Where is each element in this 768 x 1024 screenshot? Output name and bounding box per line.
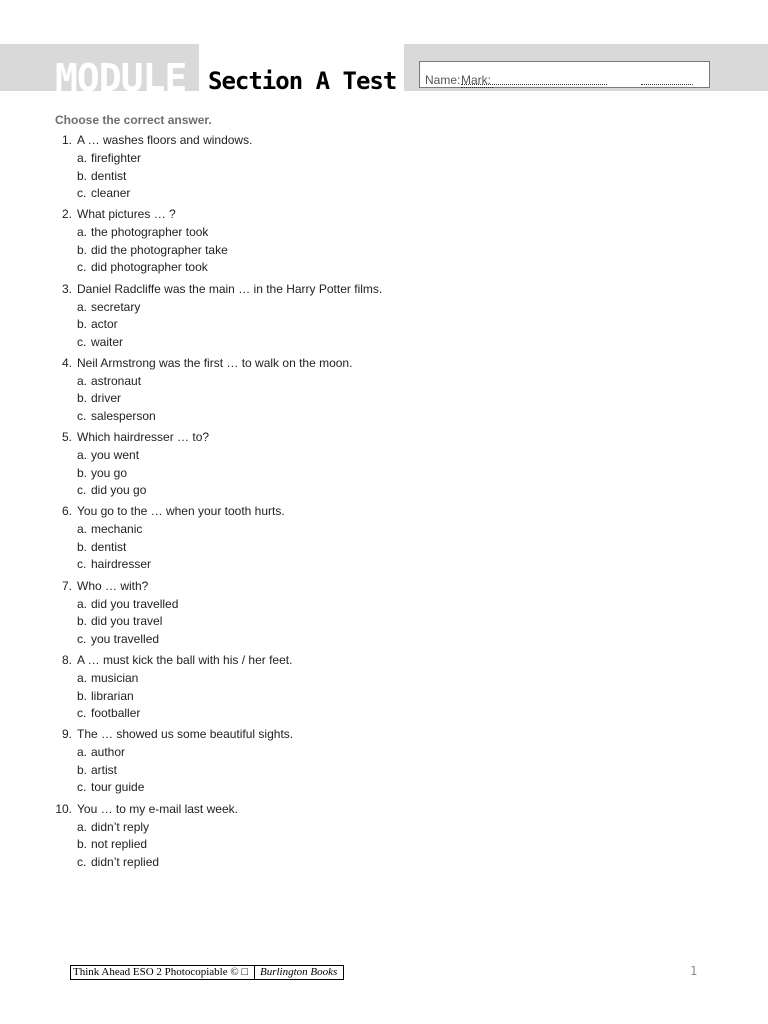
option-letter: b.: [77, 168, 88, 183]
answer-option[interactable]: [77, 761, 117, 779]
option-text: you went: [91, 448, 140, 463]
option-text: cleaner: [91, 186, 131, 200]
question-list: [0, 131, 768, 874]
question-10: [0, 800, 768, 874]
question-1: [0, 131, 768, 205]
option-letter: b.: [77, 317, 88, 332]
option-text: artist: [91, 762, 118, 777]
option-letter: c.: [77, 186, 87, 200]
question-stem: What pictures … ?: [77, 207, 176, 222]
answer-option[interactable]: [77, 446, 139, 464]
question-number: 9.: [61, 727, 72, 742]
option-letter: c.: [77, 334, 87, 349]
question-stem: A … washes floors and windows.: [77, 133, 253, 147]
option-text: dentist: [91, 539, 127, 554]
option-letter: b.: [77, 391, 88, 406]
option-letter: a.: [77, 819, 88, 834]
option-letter: a.: [77, 671, 88, 686]
answer-option[interactable]: [77, 184, 130, 202]
answer-option[interactable]: [77, 704, 140, 722]
option-letter: b.: [77, 688, 88, 703]
answer-option[interactable]: [77, 167, 126, 185]
option-text: footballer: [91, 706, 141, 721]
option-text: did photographer took: [91, 260, 208, 275]
answer-option[interactable]: [77, 555, 151, 573]
option-text: author: [91, 745, 126, 760]
option-letter: a.: [77, 225, 88, 240]
question-number: 7.: [61, 578, 72, 593]
option-text: hairdresser: [91, 557, 152, 572]
footer-copyright: Think Ahead ESO 2 Photocopiable © □: [73, 966, 249, 978]
answer-option[interactable]: [77, 407, 156, 425]
question-3: [0, 280, 768, 354]
option-letter: a.: [77, 299, 88, 314]
option-text: musician: [91, 671, 139, 686]
question-number: 1.: [61, 133, 72, 147]
answer-option[interactable]: [77, 520, 142, 538]
answer-option[interactable]: [77, 853, 159, 871]
footer-copyright-box: [70, 965, 344, 980]
answer-option[interactable]: [77, 333, 123, 351]
name-label: Name:: [425, 73, 461, 87]
answer-option[interactable]: [77, 687, 134, 705]
answer-option[interactable]: [77, 149, 141, 167]
question-6: [0, 502, 768, 576]
answer-option[interactable]: [77, 464, 127, 482]
instructions: Choose the correct answer.: [55, 113, 212, 127]
option-text: actor: [91, 317, 118, 332]
option-letter: c.: [77, 780, 87, 795]
option-text: dentist: [91, 168, 127, 183]
question-number: 5.: [61, 430, 72, 445]
option-letter: a.: [77, 373, 88, 388]
option-text: driver: [91, 391, 122, 406]
option-letter: c.: [77, 483, 87, 498]
answer-option[interactable]: [77, 595, 178, 613]
question-8: [0, 651, 768, 725]
question-stem: Daniel Radcliffe was the main … in the Harry Potter films.: [77, 281, 383, 296]
option-text: didn’t reply: [91, 819, 150, 834]
question-5: [0, 428, 768, 502]
question-number: 2.: [61, 207, 72, 222]
footer-publisher: Burlington Books: [254, 966, 337, 979]
name-mark-box[interactable]: [419, 61, 710, 88]
option-letter: a.: [77, 522, 88, 537]
mark-label: Mark:: [461, 73, 491, 87]
question-number: 3.: [61, 281, 72, 296]
question-number: 6.: [61, 504, 72, 519]
option-text: librarian: [91, 688, 134, 703]
answer-option[interactable]: [77, 372, 141, 390]
question-stem: You go to the … when your tooth hurts.: [77, 504, 285, 519]
option-text: you go: [91, 465, 128, 480]
answer-option[interactable]: [77, 538, 126, 556]
name-dotted-line[interactable]: [461, 84, 607, 85]
answer-option[interactable]: [77, 669, 138, 687]
question-stem: You … to my e-mail last week.: [77, 801, 238, 816]
option-letter: a.: [77, 151, 88, 165]
option-letter: c.: [77, 260, 87, 275]
option-letter: b.: [77, 614, 88, 629]
option-text: did you go: [91, 483, 147, 498]
answer-option[interactable]: [77, 298, 140, 316]
answer-option[interactable]: [77, 818, 149, 836]
answer-option[interactable]: [77, 612, 162, 630]
answer-option[interactable]: [77, 389, 121, 407]
option-letter: c.: [77, 557, 87, 572]
option-letter: b.: [77, 837, 88, 852]
answer-option[interactable]: [77, 743, 125, 761]
option-letter: b.: [77, 762, 88, 777]
option-letter: a.: [77, 596, 88, 611]
option-letter: c.: [77, 854, 87, 869]
option-text: tour guide: [91, 780, 145, 795]
question-4: [0, 354, 768, 428]
option-text: secretary: [91, 299, 141, 314]
question-stem: Neil Armstrong was the first … to walk on the moon.: [77, 355, 353, 370]
question-number: 4.: [61, 355, 72, 370]
section-title: Section A Test: [208, 67, 397, 95]
module-title: MODULE 2: [55, 56, 231, 100]
question-stem: Which hairdresser … to?: [77, 430, 210, 445]
option-letter: b.: [77, 465, 88, 480]
option-letter: c.: [77, 631, 87, 646]
option-letter: b.: [77, 242, 88, 257]
option-text: salesperson: [91, 408, 156, 423]
answer-option[interactable]: [77, 241, 228, 259]
option-letter: c.: [77, 706, 87, 721]
answer-option[interactable]: [77, 223, 208, 241]
option-text: the photographer took: [91, 225, 209, 240]
question-number: 10.: [55, 801, 72, 816]
answer-option[interactable]: [77, 630, 159, 648]
answer-option[interactable]: [77, 258, 208, 276]
option-letter: b.: [77, 539, 88, 554]
mark-dotted-line[interactable]: [641, 84, 693, 85]
question-2: [0, 205, 768, 279]
option-text: didn’t replied: [91, 854, 160, 869]
answer-option[interactable]: [77, 835, 147, 853]
option-text: firefighter: [91, 151, 142, 165]
question-number: 8.: [61, 653, 72, 668]
question-stem: A … must kick the ball with his / her feet.: [77, 653, 293, 668]
option-text: did you travel: [91, 614, 163, 629]
question-9: [0, 725, 768, 799]
answer-option[interactable]: [77, 778, 144, 796]
answer-option[interactable]: [77, 481, 146, 499]
option-letter: a.: [77, 745, 88, 760]
option-text: waiter: [91, 334, 124, 349]
option-text: not replied: [91, 837, 148, 852]
option-letter: a.: [77, 448, 88, 463]
option-text: mechanic: [91, 522, 143, 537]
option-letter: c.: [77, 408, 87, 423]
answer-option[interactable]: [77, 315, 118, 333]
question-stem: The … showed us some beautiful sights.: [77, 727, 294, 742]
page-number: 1: [690, 964, 698, 978]
option-text: did you travelled: [91, 596, 179, 611]
option-text: astronaut: [91, 373, 142, 388]
question-7: [0, 577, 768, 651]
option-text: did the photographer take: [91, 242, 228, 257]
option-text: you travelled: [91, 631, 160, 646]
question-stem: Who … with?: [77, 578, 149, 593]
